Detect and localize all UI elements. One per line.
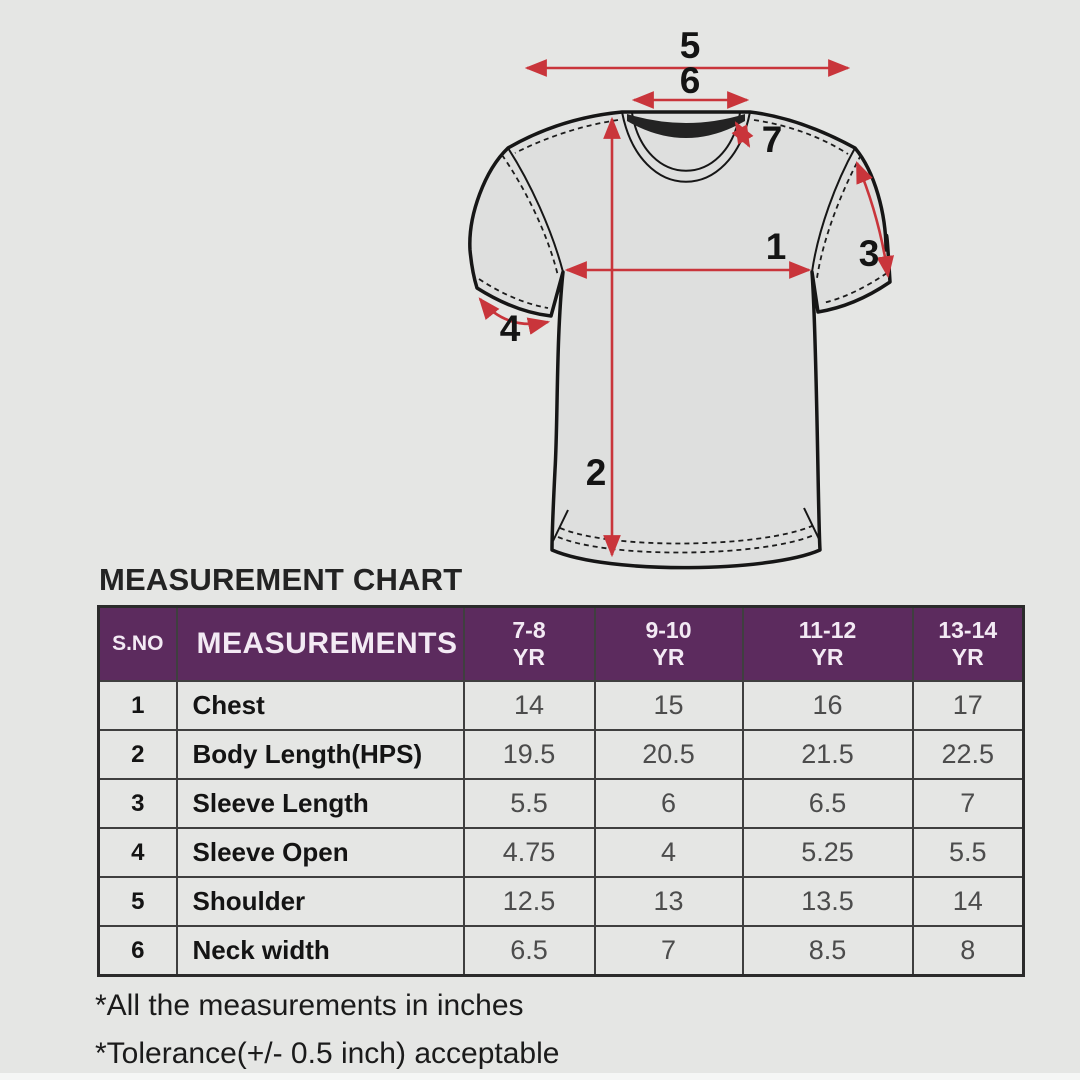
value-cell: 7 <box>595 926 743 976</box>
size-range: 13-14 <box>938 616 998 643</box>
value-cell: 14 <box>464 681 595 730</box>
row-number: 4 <box>99 828 177 877</box>
value-cell: 12.5 <box>464 877 595 926</box>
value-cell: 14 <box>913 877 1024 926</box>
row-number: 1 <box>99 681 177 730</box>
callout-body-length: 2 <box>585 452 607 493</box>
value-cell: 5.5 <box>464 779 595 828</box>
row-number: 6 <box>99 926 177 976</box>
value-cell: 5.25 <box>743 828 913 877</box>
measurement-name: Chest <box>177 681 464 730</box>
header-size-9-10 <box>595 607 743 682</box>
measurement-name: Neck width <box>177 926 464 976</box>
measurement-name: Sleeve Length <box>177 779 464 828</box>
value-cell: 13.5 <box>743 877 913 926</box>
value-cell: 8 <box>913 926 1024 976</box>
bottom-edge-strip <box>0 1073 1080 1080</box>
value-cell: 15 <box>595 681 743 730</box>
measurement-name: Shoulder <box>177 877 464 926</box>
table-row-neck-width <box>99 926 1024 976</box>
table-row-sleeve-length <box>99 779 1024 828</box>
row-number: 5 <box>99 877 177 926</box>
header-sno: S.NO <box>99 607 177 682</box>
footnote-units: *All the measurements in inches <box>95 989 524 1022</box>
table-row-sleeve-open <box>99 828 1024 877</box>
value-cell: 5.5 <box>913 828 1024 877</box>
value-cell: 13 <box>595 877 743 926</box>
callout-sleeve-length: 3 <box>858 233 880 274</box>
value-cell: 4.75 <box>464 828 595 877</box>
value-cell: 7 <box>913 779 1024 828</box>
value-cell: 6.5 <box>464 926 595 976</box>
callout-neck-width: 6 <box>679 60 701 101</box>
size-range: 9-10 <box>645 616 692 643</box>
table-row-chest <box>99 681 1024 730</box>
row-number: 3 <box>99 779 177 828</box>
header-measurements: MEASUREMENTS <box>177 607 464 682</box>
value-cell: 20.5 <box>595 730 743 779</box>
value-cell: 21.5 <box>743 730 913 779</box>
page-title: MEASUREMENT CHART <box>99 562 463 597</box>
table-row-body-length <box>99 730 1024 779</box>
size-range: 11-12 <box>798 616 857 643</box>
footnotes <box>95 982 559 1078</box>
table-header-row <box>99 607 1024 682</box>
measurement-name: Body Length(HPS) <box>177 730 464 779</box>
measurement-name: Sleeve Open <box>177 828 464 877</box>
value-cell: 6 <box>595 779 743 828</box>
header-size-11-12 <box>743 607 913 682</box>
size-unit: YR <box>951 644 984 670</box>
size-unit: YR <box>652 644 685 670</box>
header-size-13-14 <box>913 607 1024 682</box>
row-number: 2 <box>99 730 177 779</box>
callout-shoulder: 5 <box>679 25 701 66</box>
value-cell: 16 <box>743 681 913 730</box>
callout-collar: 7 <box>761 119 783 160</box>
value-cell: 17 <box>913 681 1024 730</box>
value-cell: 19.5 <box>464 730 595 779</box>
callout-chest: 1 <box>765 226 787 267</box>
measurement-table <box>97 605 1025 977</box>
size-range: 7-8 <box>512 616 546 643</box>
value-cell: 4 <box>595 828 743 877</box>
tshirt-outline-icon <box>470 112 890 568</box>
value-cell: 22.5 <box>913 730 1024 779</box>
size-unit: YR <box>811 644 844 670</box>
size-unit: YR <box>513 644 545 670</box>
footnote-tolerance: *Tolerance(+/- 0.5 inch) acceptable <box>95 1037 560 1070</box>
value-cell: 8.5 <box>743 926 913 976</box>
value-cell: 6.5 <box>743 779 913 828</box>
table-row-shoulder <box>99 877 1024 926</box>
header-size-7-8 <box>464 607 595 682</box>
callout-sleeve-open: 4 <box>499 308 521 349</box>
